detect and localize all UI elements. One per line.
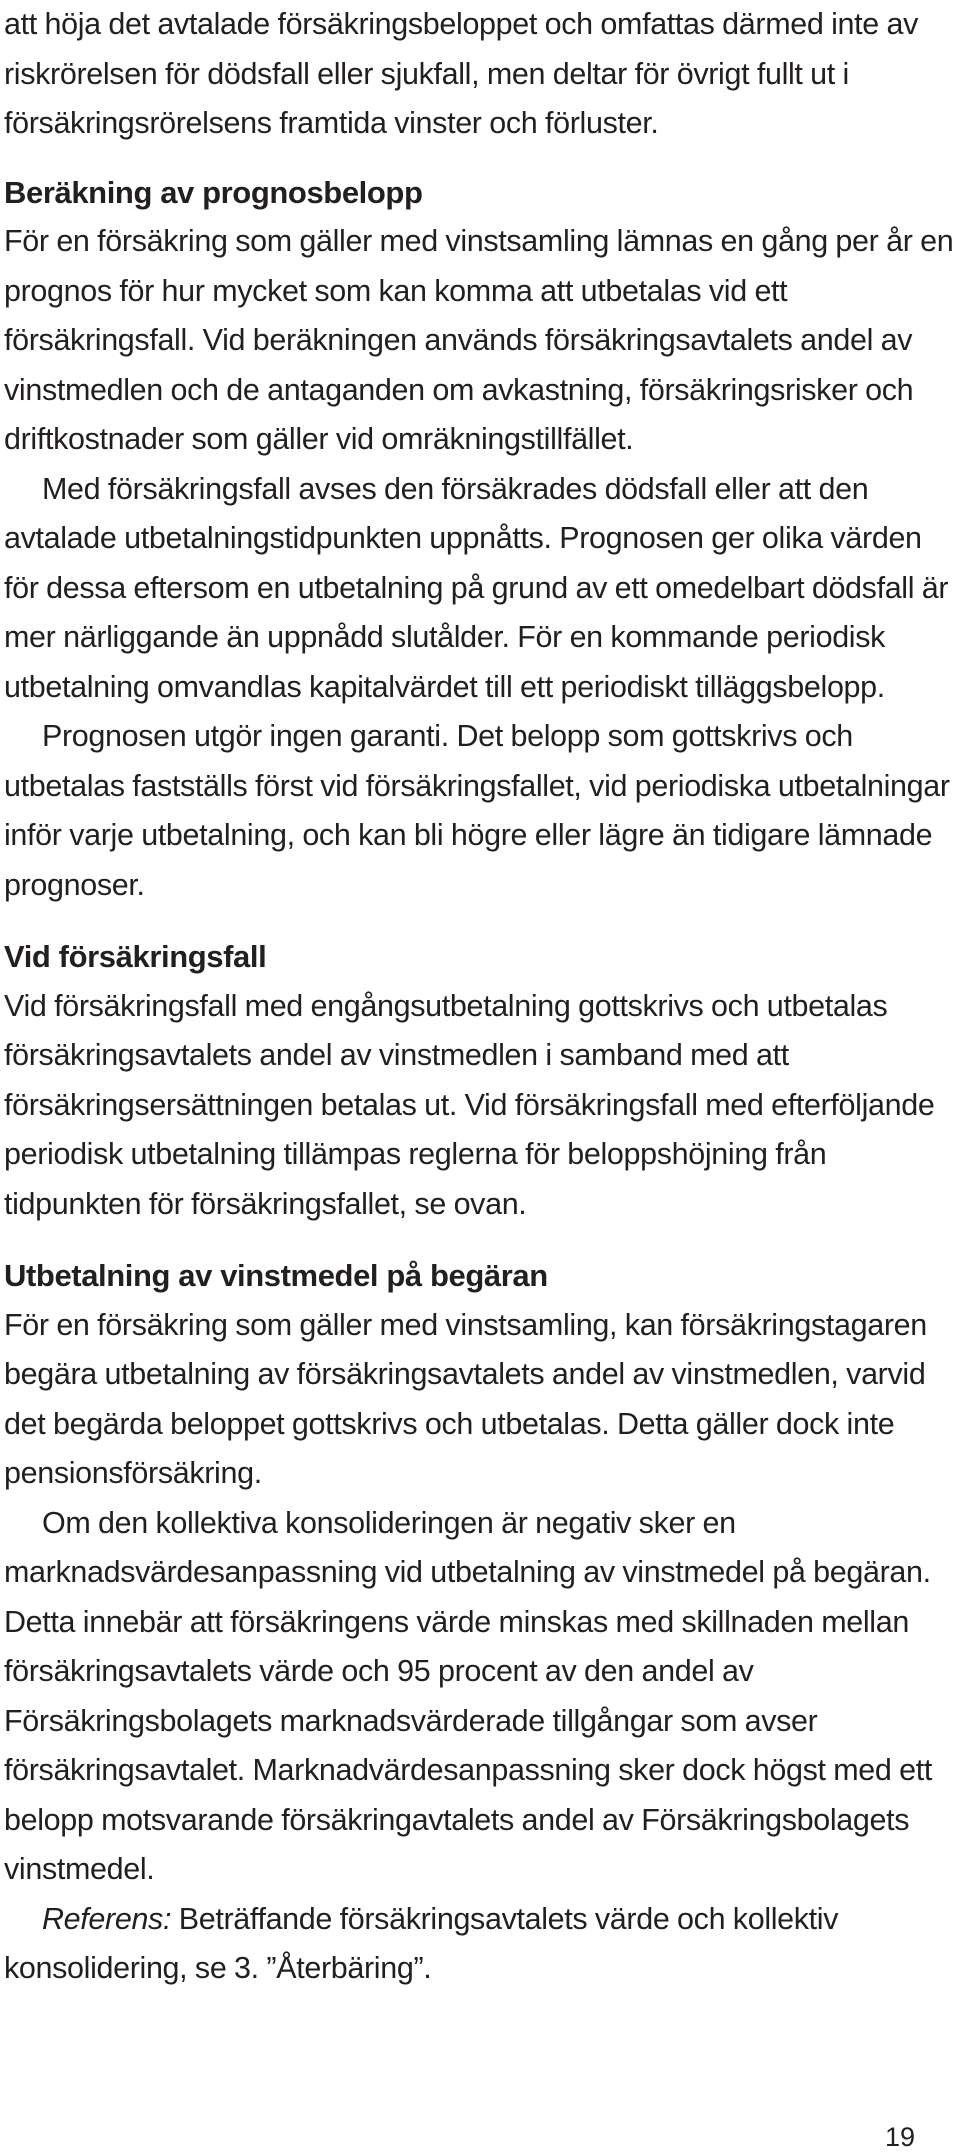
section-utbetalning-pa-begaran — [4, 1251, 956, 1994]
paragraph: Vid försäkringsfall med engångsutbetalning gottskrivs och utbetalas försäkringsavtalets andel av vinstmedlen i samband med att försäkringsersättningen betalas ut. Vid försäkringsfall med efterföljande periodisk utbetalning tillämpas reglerna för beloppshöjning från tidpunkten för försäkringsfallet, se ovan. — [4, 988, 935, 1221]
section-heading-vid-forsakringsfall: Vid försäkringsfall — [4, 939, 267, 974]
document-page — [4, 0, 956, 1994]
paragraph: För en försäkring som gäller med vinstsamling, kan försäkringstagaren begära utbetalning av försäkringsavtalets andel av vinstmedlen, varvid det begärda beloppet gottskrivs och utbetalas. Detta gäller dock inte pensionsförsäkring. — [4, 1307, 927, 1490]
section-prognosbelopp — [4, 168, 956, 911]
paragraph: Om den kollektiva konsolideringen är negativ sker en marknadsvärdesanpassning vid utbetalning av vinstmedel på begäran. Detta innebär att försäkringens värde minskas med skillnaden mellan försäkringsavtalets värde och 95 procent av den andel av Försäkringsbolagets marknadsvärderade tillgångar som avser försäkringsavtalet. Marknadvärdesanpassning sker dock högst med ett belopp motsvarande försäkringavtalets andel av Försäkringsbolagets vinstmedel. — [4, 1505, 933, 1886]
section-heading-prognosbelopp: Beräkning av prognosbelopp — [4, 174, 423, 210]
paragraph: För en försäkring som gäller med vinstsamling lämnas en gång per år en prognos för hur mycket som kan komma att utbetalas vid ett försäkringsfall. Vid beräkningen används försäkringsavtalets andel av vinstmedlen och de antaganden om avkastning, försäkringsrisker och driftkostnader som gäller vid omräkningstillfället. — [4, 224, 954, 456]
page-number: 19 — [884, 2122, 915, 2152]
section-heading-utbetalning: Utbetalning av vinstmedel på begäran — [4, 1258, 548, 1293]
paragraph: Prognosen utgör ingen garanti. Det belopp som gottskrivs och utbetalas fastställs först vid försäkringsfallet, vid periodiska utbetalningar inför varje utbetalning, och kan bli högre eller lägre än tidigare lämnade prognoser. — [4, 719, 950, 902]
reference-text: Beträffande försäkringsavtalets värde och kollektiv konsolidering, se 3. ”Återbäring”. — [4, 1901, 839, 1985]
intro-paragraph: att höja det avtalade försäkringsbeloppet och omfattas därmed inte av riskrörelsen för dödsfall eller sjukfall, men deltar för övrigt fullt ut i försäkringsrörelsens framtida vinster och förluster. — [4, 7, 919, 140]
reference-label: Referens: — [42, 1901, 172, 1936]
section-vid-forsakringsfall — [4, 932, 956, 1229]
reference-paragraph — [4, 1895, 956, 1994]
paragraph: Med försäkringsfall avses den försäkrades dödsfall eller att den avtalade utbetalningstidpunkten uppnåtts. Prognosen ger olika värden för dessa eftersom en utbetalning på grund av ett omedelbart dödsfall är mer närliggande än uppnådd slutålder. För en kommande periodisk utbetalning omvandlas kapitalvärdet till ett periodiskt tilläggsbelopp. — [4, 471, 949, 704]
